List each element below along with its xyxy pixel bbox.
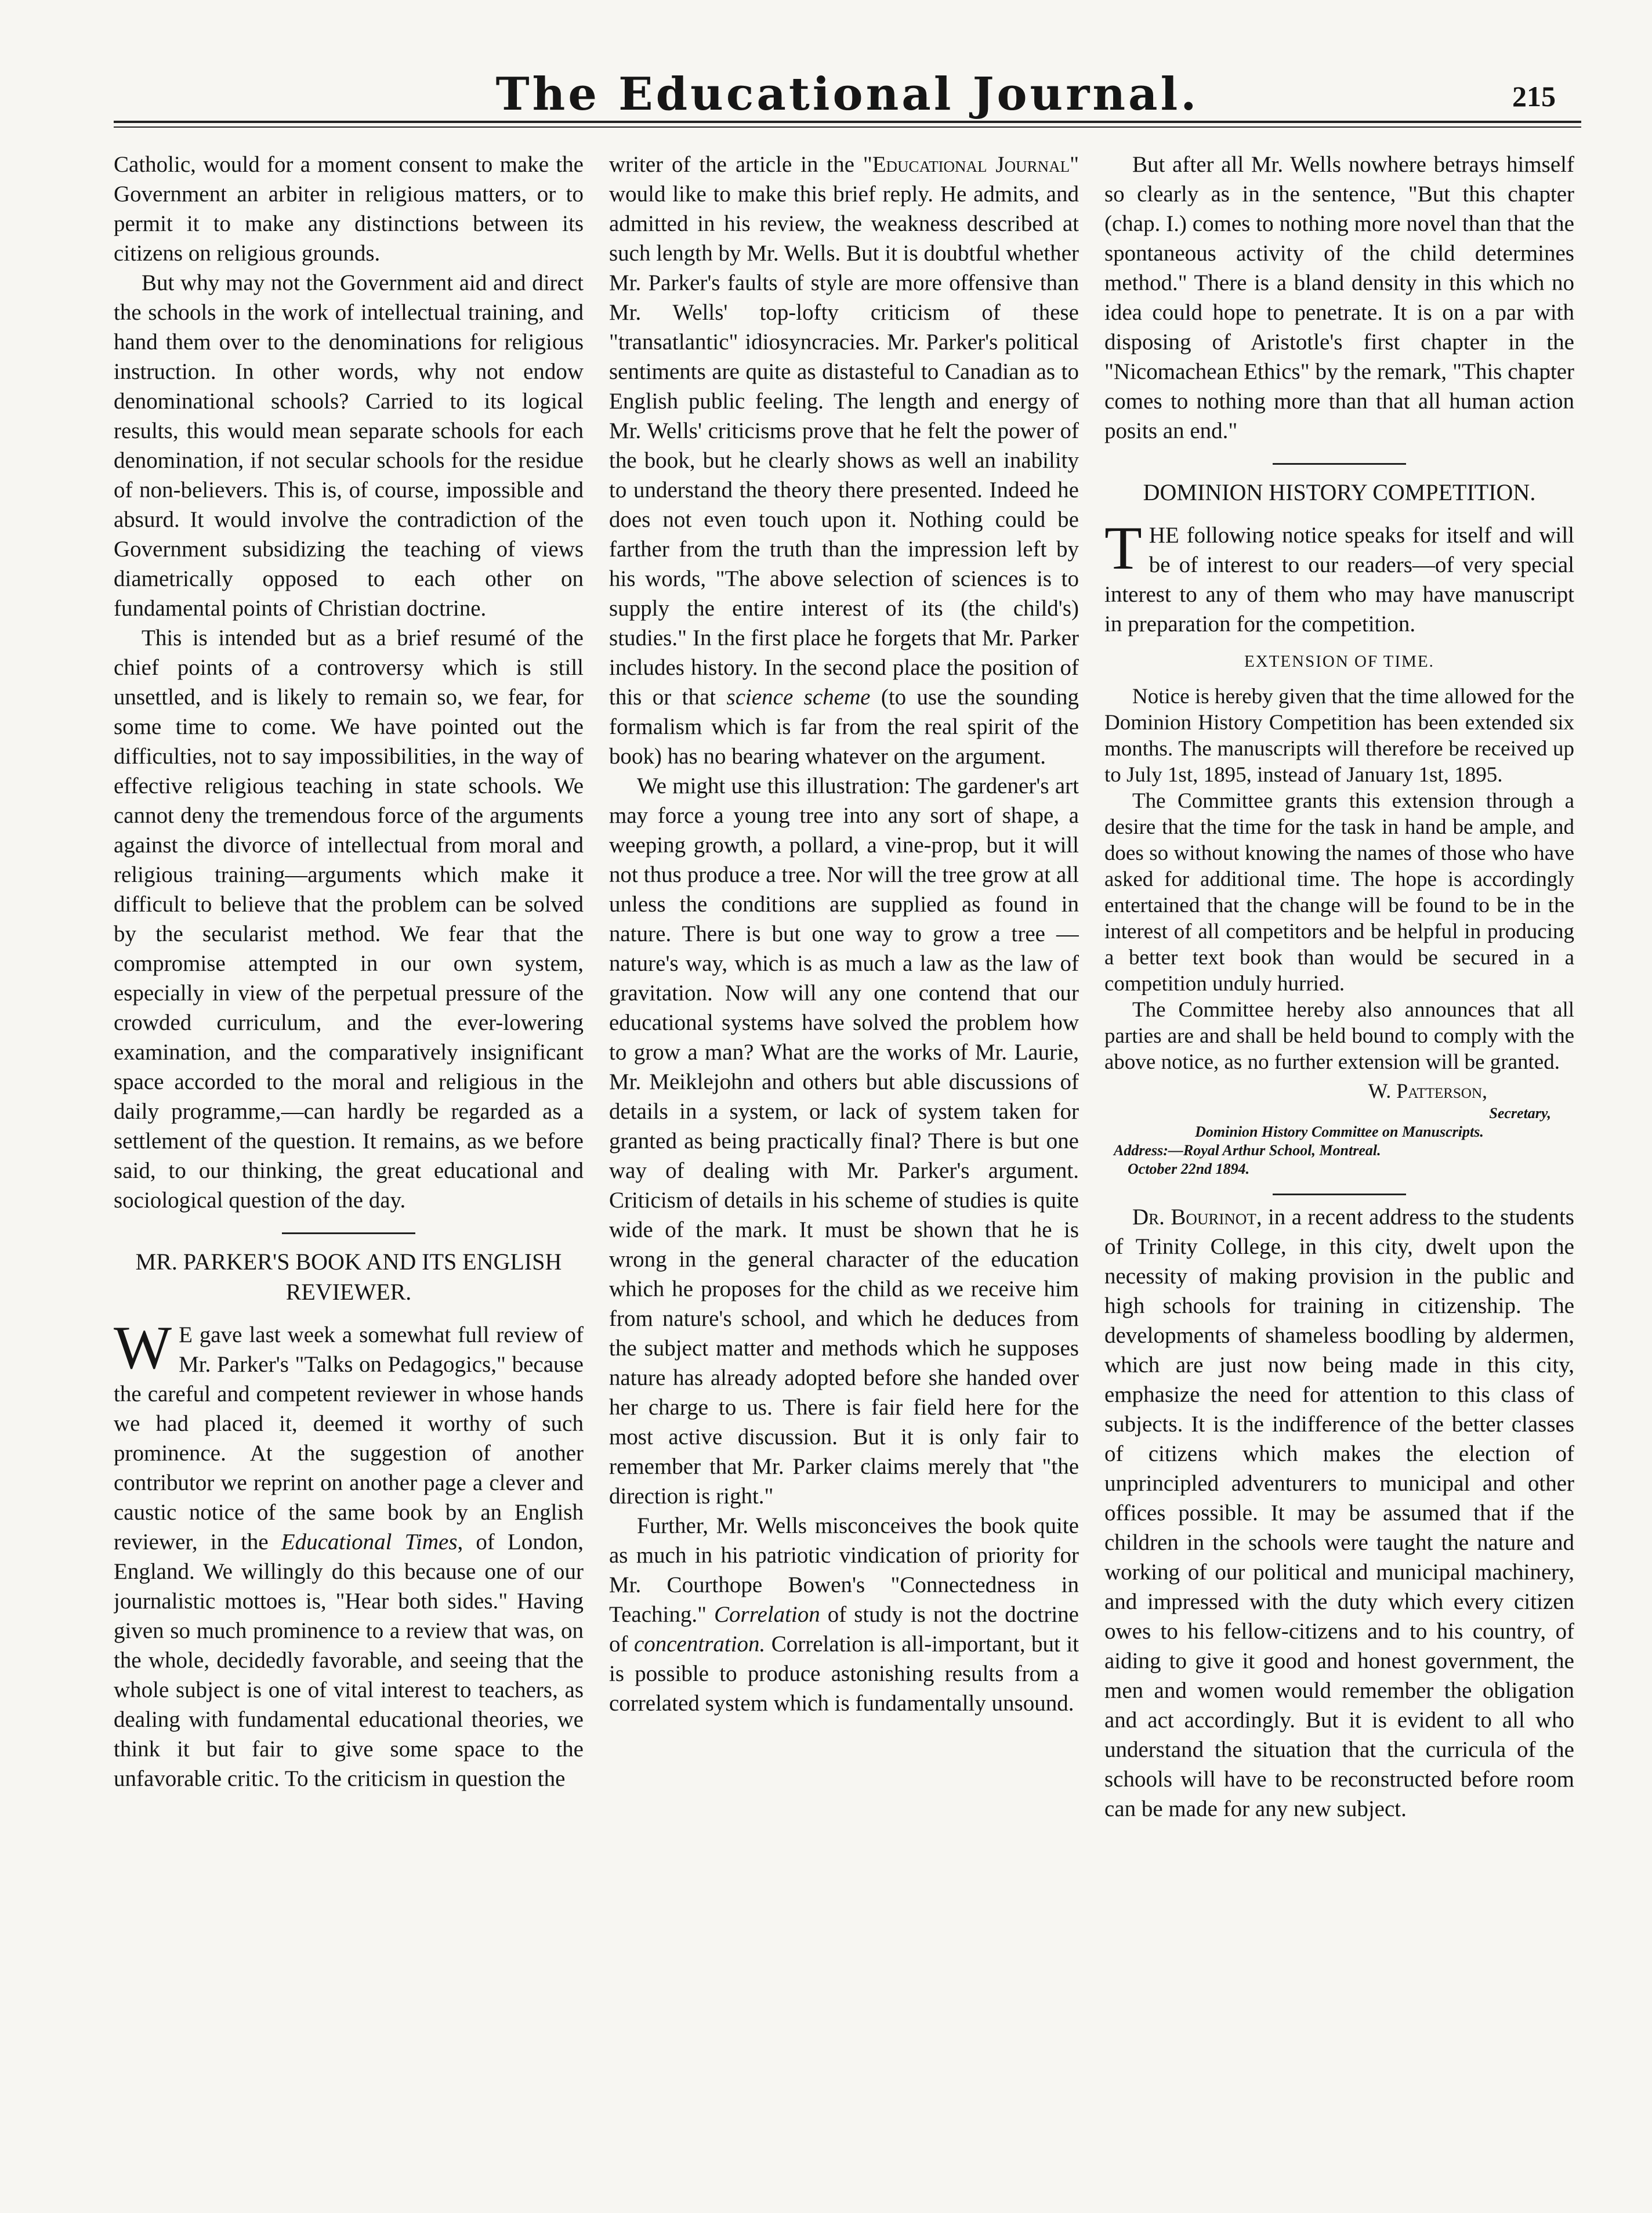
- drop-cap: W: [114, 1314, 172, 1382]
- article-heading: DOMINION HISTORY COMPETITION.: [1143, 479, 1536, 505]
- masthead-rule-thick: [114, 121, 1581, 123]
- signature-title: Secretary,: [1489, 1105, 1551, 1122]
- column-1: [114, 150, 584, 2198]
- paragraph: writer of the article in the "Educational Journal" would like to make this brief reply. He admits, and admitted in his review, the weakness described at such length by Mr. Wells. But it is doubtful whether Mr. Parker's faults of style are more offensive than Mr. Wells' top-lofty criticism of these "transatlantic" idiosyncracies. Mr. Parker's political sentiments are quite as distasteful to Canadian as to English public feeling. The length and energy of Mr. Wells' criticisms prove that he felt the power of the book, but he clearly shows as well an inability to understand the theory there presented. Indeed he does not even touch upon it. Nothing could be farther from the truth than the impression left by his words, "The above selection of sciences is to supply the entire interest of its (the child's) studies." In the first place he forgets that Mr. Parker includes history. In the second place the position of this or that science scheme (to use the sounding formalism which is far from the real spirit of the book) has no bearing whatever on the argument.: [609, 152, 1079, 769]
- paragraph: W E gave last week a somewhat full review of Mr. Parker's "Talks on Pedagogics," because the careful and competent reviewer in whose hands we had placed it, deemed it worthy of such prominence. At the suggestion of another contributor we reprint on another page a clever and caustic notice of the same book by an English reviewer, in the Educational Times, of London, England. We willingly do this because one of our journalistic mottoes is, "Hear both sides." Having given so much prominence to a review that was, on the whole, decidedly favorable, and seeing that the whole subject is one of vital interest to teachers, as dealing with fundamental educational theories, we think it but fair to give some space to the unfavorable critic. To the criticism in question the: [114, 1314, 584, 1791]
- page-number: 215: [1512, 80, 1556, 113]
- signature-date: October 22nd 1894.: [1128, 1160, 1250, 1177]
- notice-subheading: EXTENSION OF TIME.: [1244, 652, 1434, 671]
- paragraph: But why may not the Government aid and direct the schools in the work of intellectual training, and hand them over to the denominations for religious instruction. In other words, why not endow denominational schools? Carried to its logical results, this would mean separate schools for each denomination, if not secular schools for the residue of non-believers. This is, of course, impossible and absurd. It would involve the contradiction of the Government subsidizing the teaching of views diametrically opposed to each other on fundamental points of Christian doctrine.: [114, 270, 584, 621]
- signature-address: Address:—Royal Arthur School, Montreal.: [1114, 1142, 1381, 1159]
- masthead-title: The Educational Journal.: [495, 68, 1200, 121]
- paragraph: But after all Mr. Wells nowhere betrays himself so clearly as in the sentence, "But this chapter (chap. I.) comes to nothing more novel than that the spontaneous activity of the child determines method." There is a bland density in this which no idea could hope to penetrate. It is on a par with disposing of Aristotle's first chapter in the "Nicomachean Ethics" by the remark, "This chapter comes to nothing more than that all human action posits an end.": [1104, 152, 1574, 443]
- drop-cap: T: [1104, 514, 1142, 582]
- paragraph: This is intended but as a brief resumé of the chief points of a controversy which is still unsettled, and is likely to remain so, we fear, for some time to come. We have pointed out the difficulties, not to say impossibilities, in the way of effective religious teaching in state schools. We cannot deny the tremendous force of the arguments against the divorce of intellectual from moral and religious training—arguments which make it difficult to believe that the problem can be solved by the secularist method. We fear that the compromise attempted in our own system, especially in view of the perpetual pressure of the crowded curriculum, and the ever-lowering examination, and the comparatively insignificant space accorded to the moral and religious in the daily programme,—can hardly be regarded as a settlement of the question. It remains, as we before said, to our thinking, the great educational and sociological question of the day.: [114, 625, 584, 1213]
- paragraph: Dr. Bourinot, in a recent address to the students of Trinity College, in this city, dwelt upon the necessity of making provision in the public and high schools for training in citizenship. The developments of shameless boodling by aldermen, which are just now being made in this city, emphasize the need for attention to this class of subjects. It is the indifference of the better classes of citizens which makes the election of unprincipled adventurers to municipal and other offices possible. It may be assumed that if the children in the schools were taught the nature and working of our political and municipal machinery, and impressed with the duty which every citizen owes to his fellow-citizens and to his country, of aiding to give it good and honest government, the men and women would remember the obligation and act accordingly. But it is evident to all who understand the situation that the curricula of the schools will have to be reconstructed before room can be made for any new subject.: [1104, 1205, 1574, 1821]
- signature-block: [1104, 1104, 1574, 1178]
- paragraph: THE following notice speaks for itself and will be of interest to our readers—of very special interest to any of them who may have manuscript in preparation for the competition.: [1104, 514, 1574, 637]
- paragraph: We might use this illustration: The gardener's art may force a young tree into any sort of shape, a weeping growth, a pollard, a vine-prop, but it will not thus produce a tree. Nor will the tree grow at all unless the conditions are supplied as found in nature. There is but one way to grow a tree — nature's way, which is as much a law as the law of gravitation. Now will any one contend that our educational systems have solved the problem how to grow a man? What are the works of Mr. Laurie, Mr. Meiklejohn and others but able discussions of details in a system, or lack of system taken for granted as being practically final? There is but one way of dealing with Mr. Parker's argument. Criticism of details in his scheme of studies is quite wide of the mark. It must be shown that he is wrong in the general character of the education which he proposes for the child as we receive him from nature's school, and which he deduces from the subject matter and methods which he supposes nature has already adopted before she handed over her charge to us. There is fair field here for the most active discussion. But it is only fair to remember that Mr. Parker claims merely that "the direction is right.": [609, 773, 1079, 1509]
- column-3: [1104, 150, 1574, 2198]
- signature-committee: Dominion History Committee on Manuscripts.: [1195, 1123, 1484, 1140]
- section-divider: [1273, 1194, 1406, 1195]
- paragraph: The Committee grants this extension through a desire that the time for the task in hand be ample, and does so without knowing the names of those who have asked for additional time. The hope is accordingly entertained that the change will be found to be in the interest of all competitors and be helpful in producing a better text book than would be secured in a competition unduly hurried.: [1104, 789, 1574, 996]
- notice-text: [1104, 684, 1574, 1075]
- section-divider: [1273, 463, 1406, 465]
- masthead-rule-thin: [114, 126, 1581, 128]
- column-2: [609, 150, 1079, 2198]
- paragraph: Catholic, would for a moment consent to make the Government an arbiter in religious matters, or to permit it to make any distinctions between its citizens on religious grounds.: [114, 152, 584, 266]
- paragraph: The Committee hereby also announces that all parties are and shall be held bound to comply with the above notice, as no further extension will be granted.: [1104, 998, 1574, 1074]
- paragraph: Further, Mr. Wells misconceives the book quite as much in his patriotic vindication of priority for Mr. Courthope Bowen's "Connectedness in Teaching." Correlation of study is not the doctrine of concentration. Correlation is all-important, but it is possible to produce astonishing results from a correlated system which is fundamentally unsound.: [609, 1513, 1079, 1716]
- section-divider: [282, 1232, 415, 1234]
- article-heading: MR. PARKER'S BOOK AND ITS ENGLISH REVIEWER.: [135, 1249, 562, 1305]
- paragraph: Notice is hereby given that the time allowed for the Dominion History Competition has been extended six months. The manuscripts will therefore be received up to July 1st, 1895, instead of January 1st, 1895.: [1104, 685, 1574, 787]
- masthead: [114, 68, 1581, 121]
- signature-name: W. Patterson,: [1368, 1079, 1487, 1102]
